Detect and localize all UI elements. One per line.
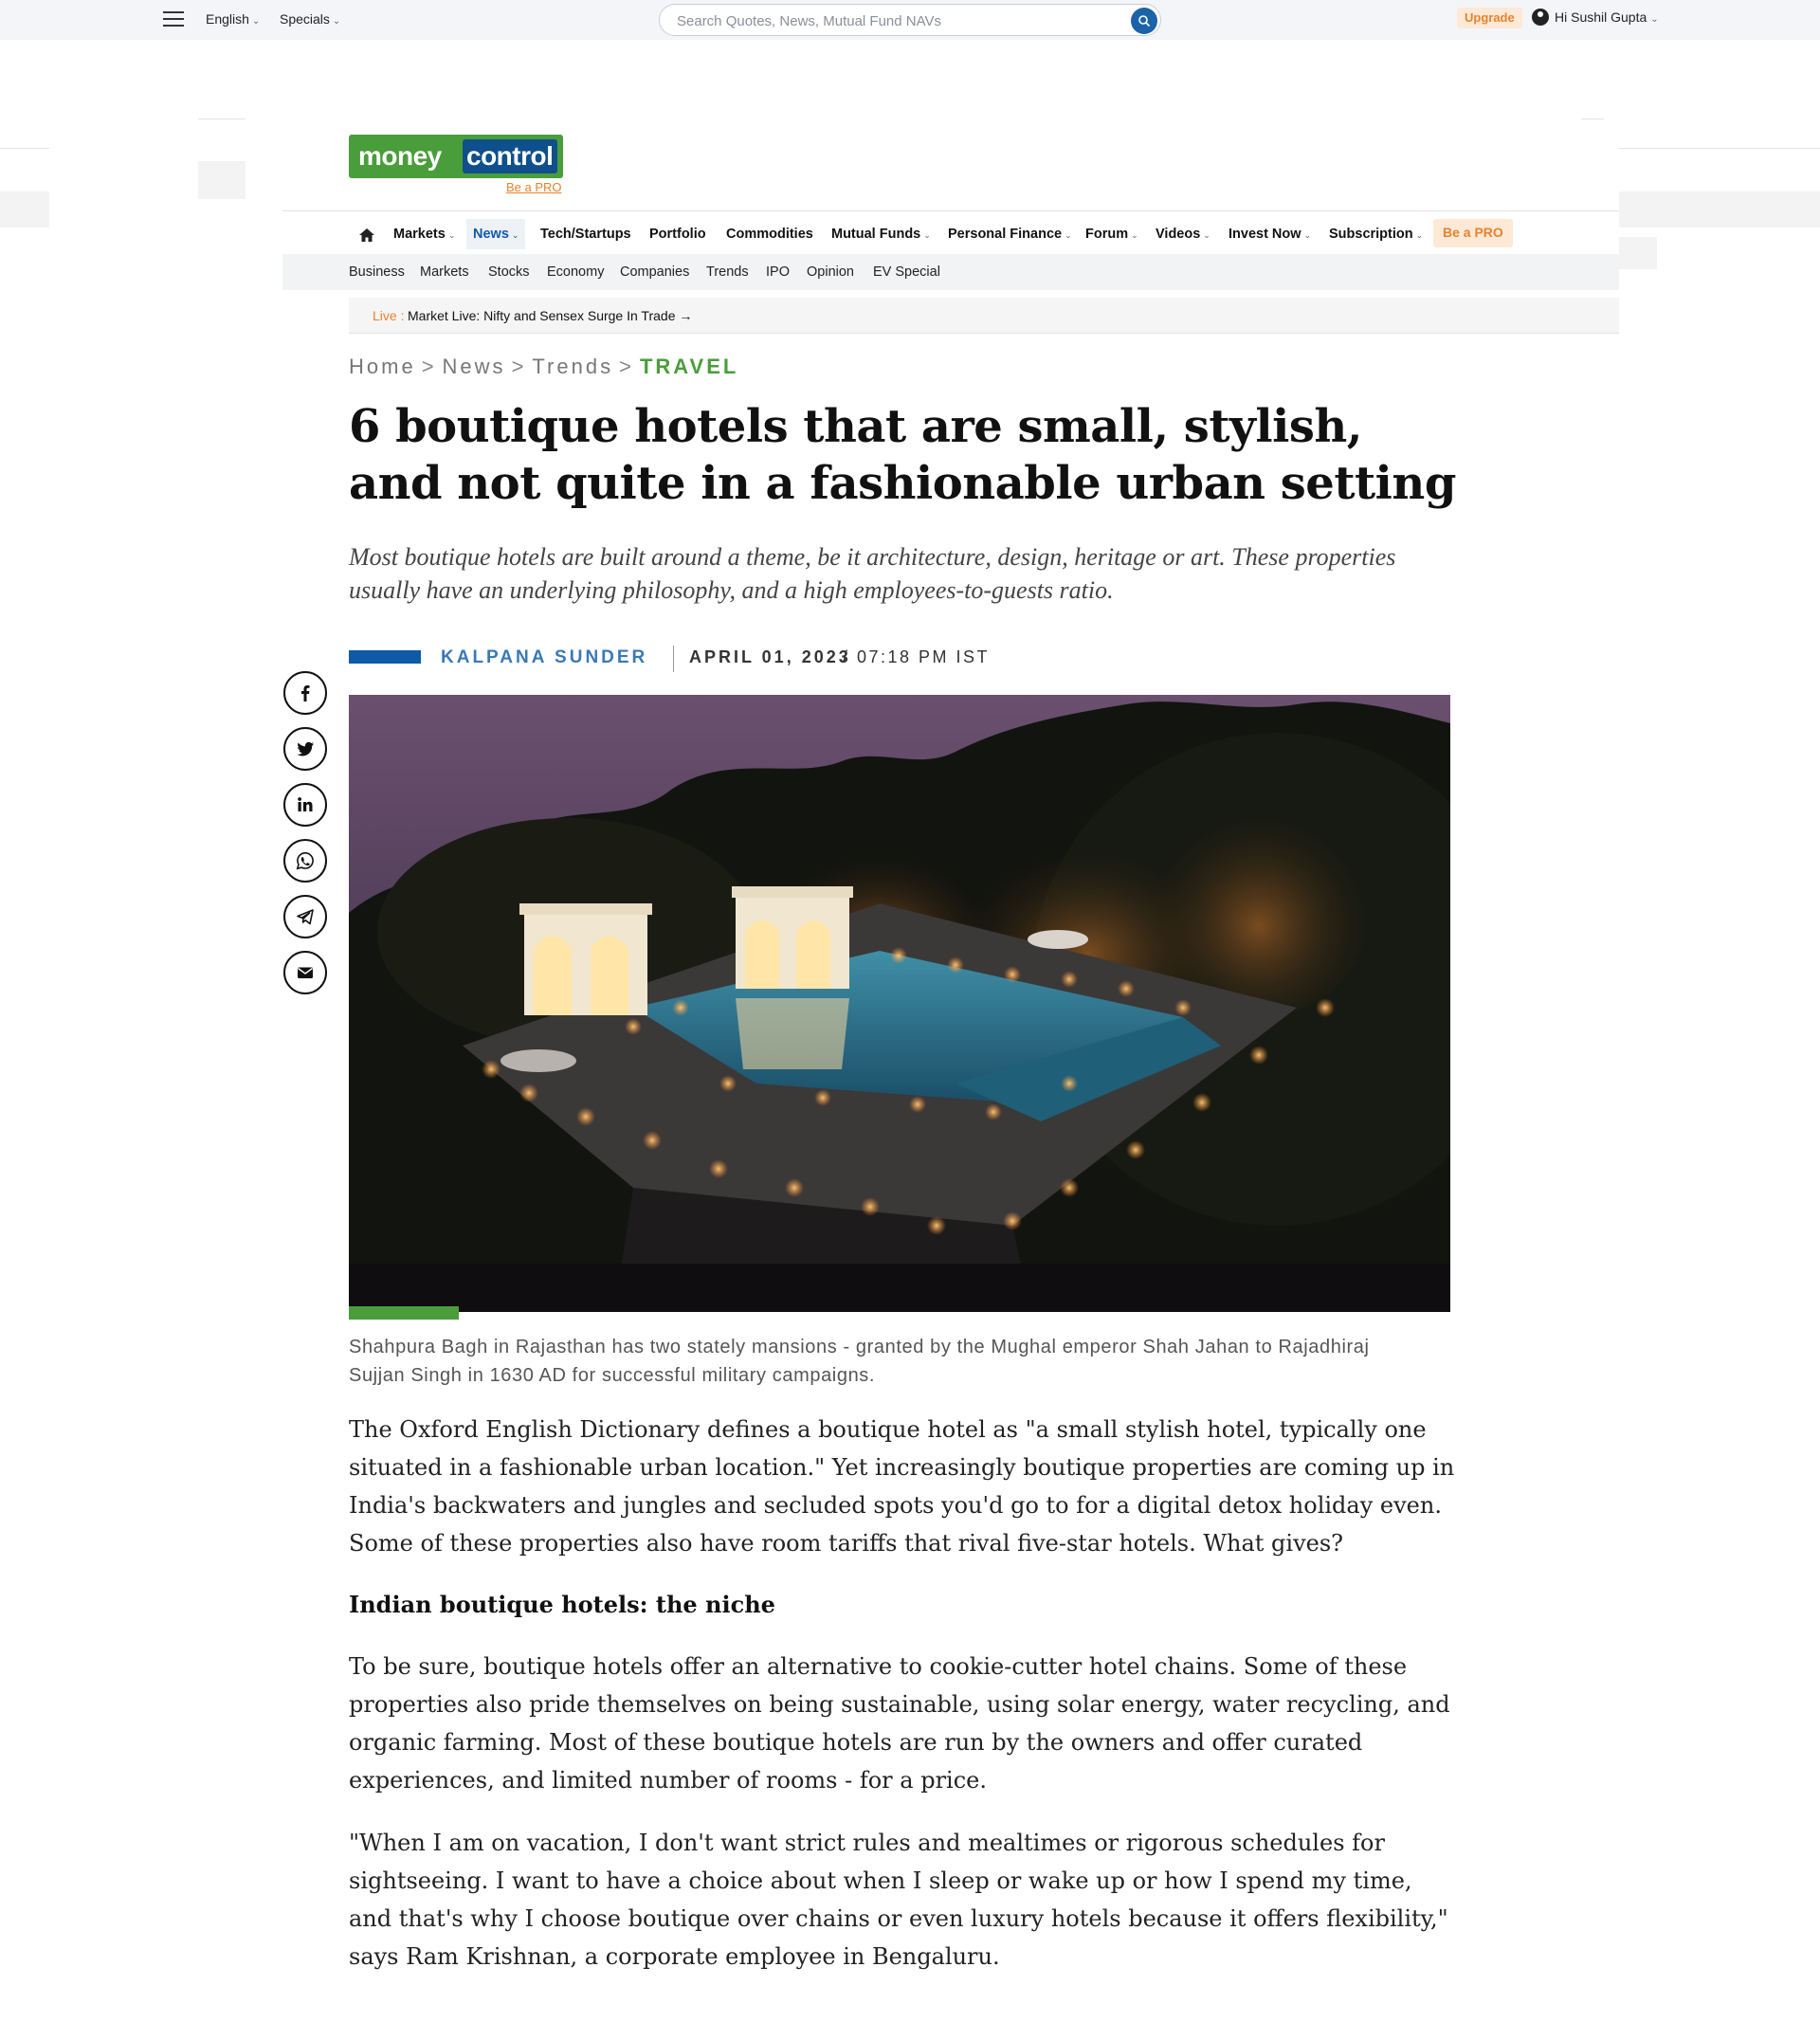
- chevron-down-icon: ⌄: [332, 16, 341, 27]
- pavilion-left: [519, 903, 652, 1015]
- chevron-down-icon: ⌄: [251, 16, 261, 27]
- share-telegram-button[interactable]: [283, 895, 327, 938]
- article-title: 6 boutique hotels that are small, stylish, and not quite in a fashionable urban setting: [349, 400, 1456, 510]
- breadcrumb-travel[interactable]: TRAVEL: [639, 355, 739, 378]
- live-headline-text: Market Live: Nifty and Sensex Surge In Trade: [408, 308, 676, 323]
- nav-be-a-pro-button[interactable]: Be a PRO: [1433, 219, 1513, 247]
- publish-date: APRIL 01, 2023: [689, 647, 851, 666]
- language-label: English: [206, 11, 249, 27]
- arrow-right-icon: →: [679, 308, 693, 323]
- logo-control-block: [463, 139, 557, 173]
- telegram-icon: [296, 907, 315, 926]
- nav-label: Tech/Startups: [540, 227, 631, 242]
- breadcrumb-separator: >: [511, 355, 527, 378]
- nav-label: News: [473, 227, 509, 242]
- nav-subscription[interactable]: [1329, 227, 1423, 242]
- nav-label: Subscription: [1329, 227, 1413, 242]
- top-utility-bar: [0, 0, 1820, 40]
- home-icon[interactable]: [358, 228, 375, 243]
- pavilion-right: [732, 886, 853, 989]
- menu-icon[interactable]: [163, 11, 184, 28]
- share-whatsapp-button[interactable]: [283, 839, 327, 883]
- facebook-icon: [296, 683, 315, 702]
- subnav-companies[interactable]: Companies: [620, 264, 690, 280]
- subnav-ev-special[interactable]: EV Special: [873, 264, 940, 280]
- ad-placeholder-line: [1619, 148, 1820, 149]
- live-label: Live :: [373, 308, 405, 323]
- logo-money-text: money: [358, 141, 442, 171]
- chevron-down-icon: ⌄: [923, 230, 931, 240]
- nav-label: Mutual Funds: [831, 227, 921, 242]
- chevron-down-icon: ⌄: [1415, 230, 1424, 240]
- nav-tech-startups[interactable]: [540, 227, 631, 242]
- nav-personal-finance[interactable]: [948, 227, 1072, 242]
- nav-news[interactable]: [466, 219, 525, 249]
- user-avatar-icon: [1532, 9, 1549, 26]
- breadcrumb-separator: >: [619, 355, 634, 378]
- nav-label: Personal Finance: [948, 227, 1063, 242]
- subnav-stocks[interactable]: Stocks: [488, 264, 530, 280]
- byline-accent-bar: [349, 650, 421, 664]
- logo-control-text: control: [466, 141, 554, 171]
- moneycontrol-logo[interactable]: [349, 135, 563, 178]
- user-greeting: Hi Sushil Gupta: [1555, 9, 1647, 25]
- nav-label: Markets: [393, 227, 446, 242]
- language-selector[interactable]: [206, 11, 260, 27]
- subnav-business[interactable]: Business: [349, 264, 405, 280]
- article-dek: Most boutique hotels are built around a theme, be it architecture, design, heritage or art. These properties usually have an underlying philosophy, and a high employees-to-guests ratio.: [349, 543, 1396, 604]
- subnav-ipo[interactable]: IPO: [766, 264, 790, 280]
- article-paragraph: To be sure, boutique hotels offer an alternative to cookie-cutter hotel chains. Some of these properties also pride themselves on being sustainable, using solar energy, water recycling, and organic farming. Most of these boutique hotels are run by the owners and offer curated experiences, and limited number of rooms - for a price.: [349, 1653, 1450, 1794]
- publish-time: / 07:18 PM IST: [843, 647, 991, 666]
- image-caption: Shahpura Bagh in Rajasthan has two stately mansions - granted by the Mughal emperor Shah Jahan to Rajadhiraj Sujjan Singh in 1630 AD for successful military campaigns.: [349, 1337, 1370, 1386]
- breadcrumb-separator: >: [421, 355, 437, 378]
- article-paragraph: "When I am on vacation, I don't want strict rules and mealtimes or rigorous schedules for sightseeing. I want to have a choice about when I sleep or wake up or how I spend my time, and that's why I choose boutique over chains or even luxury hotels because it offers flexibility," says Ram Krishnan, a corporate employee in Bengaluru.: [349, 1830, 1448, 1970]
- nav-markets[interactable]: [393, 227, 455, 242]
- nav-divider: [282, 210, 1619, 211]
- breadcrumb-news[interactable]: News: [442, 355, 506, 378]
- ad-placeholder-line: [198, 118, 246, 119]
- twitter-icon: [296, 739, 315, 758]
- search-input[interactable]: [677, 11, 1094, 30]
- upgrade-button[interactable]: Upgrade: [1457, 8, 1522, 28]
- nav-invest-now[interactable]: [1228, 227, 1311, 242]
- chevron-down-icon: ⌄: [1650, 14, 1659, 25]
- nav-portfolio[interactable]: [649, 227, 706, 242]
- breadcrumb-home[interactable]: Home: [349, 355, 416, 378]
- ad-placeholder: [0, 191, 49, 228]
- search-box: [659, 4, 1161, 36]
- nav-videos[interactable]: [1156, 227, 1210, 242]
- chevron-down-icon: ⌄: [1131, 230, 1138, 240]
- live-headline-link[interactable]: [408, 308, 692, 323]
- search-button[interactable]: [1131, 8, 1157, 34]
- sub-nav: [282, 254, 1619, 290]
- nav-label: Forum: [1085, 227, 1129, 242]
- nav-label: Portfolio: [649, 227, 706, 242]
- nav-label: Videos: [1156, 227, 1201, 242]
- share-email-button[interactable]: [283, 951, 327, 994]
- ad-placeholder: [198, 161, 246, 199]
- author-link[interactable]: KALPANA SUNDER: [441, 647, 648, 667]
- user-menu[interactable]: [1532, 9, 1659, 26]
- hotel-pool-night-photo: [349, 695, 1450, 1312]
- chevron-down-icon: ⌄: [1203, 230, 1210, 240]
- byline-divider: [673, 646, 674, 672]
- breadcrumb-trends[interactable]: Trends: [532, 355, 614, 378]
- live-ticker-bar: [349, 298, 1619, 334]
- specials-label: Specials: [280, 11, 330, 27]
- breadcrumb: [349, 355, 738, 379]
- email-icon: [296, 963, 315, 982]
- specials-menu[interactable]: [280, 11, 340, 27]
- share-linkedin-button[interactable]: [283, 783, 327, 827]
- image-accent-bar: [349, 1306, 459, 1320]
- ad-placeholder-line: [0, 148, 49, 149]
- be-a-pro-link[interactable]: Be a PRO: [506, 180, 562, 194]
- subnav-trends[interactable]: Trends: [706, 264, 749, 280]
- nav-label: Commodities: [726, 227, 813, 242]
- share-twitter-button[interactable]: [283, 727, 327, 771]
- ad-placeholder-line: [1581, 118, 1604, 119]
- article-subheading: Indian boutique hotels: the niche: [349, 1591, 775, 1618]
- nav-commodities[interactable]: [726, 227, 813, 242]
- subnav-opinion[interactable]: Opinion: [807, 264, 854, 280]
- hero-image: [349, 695, 1450, 1312]
- chevron-down-icon: ⌄: [511, 230, 519, 240]
- nav-mutual-funds[interactable]: [831, 227, 931, 242]
- ad-placeholder: [1619, 191, 1820, 228]
- linkedin-icon: [296, 795, 315, 814]
- nav-forum[interactable]: [1085, 227, 1138, 242]
- share-facebook-button[interactable]: [283, 671, 327, 715]
- article-paragraph: The Oxford English Dictionary defines a boutique hotel as "a small stylish hotel, typically one situated in a fashionable urban location." Yet increasingly boutique properties are coming up in India's backwaters and jungles and secluded spots you'd go to for a digital detox holiday even. Some of these properties also have room tariffs that rival five-star hotels. What gives?: [349, 1416, 1455, 1557]
- chevron-down-icon: ⌄: [447, 230, 456, 240]
- subnav-economy[interactable]: Economy: [547, 264, 605, 280]
- whatsapp-icon: [296, 851, 315, 870]
- ad-placeholder: [1619, 237, 1657, 269]
- main-nav: [282, 217, 1619, 253]
- chevron-down-icon: ⌄: [1303, 230, 1312, 240]
- subnav-markets[interactable]: Markets: [420, 264, 469, 280]
- search-icon: [1138, 14, 1151, 27]
- nav-label: Invest Now: [1228, 227, 1301, 242]
- chevron-down-icon: ⌄: [1065, 230, 1072, 240]
